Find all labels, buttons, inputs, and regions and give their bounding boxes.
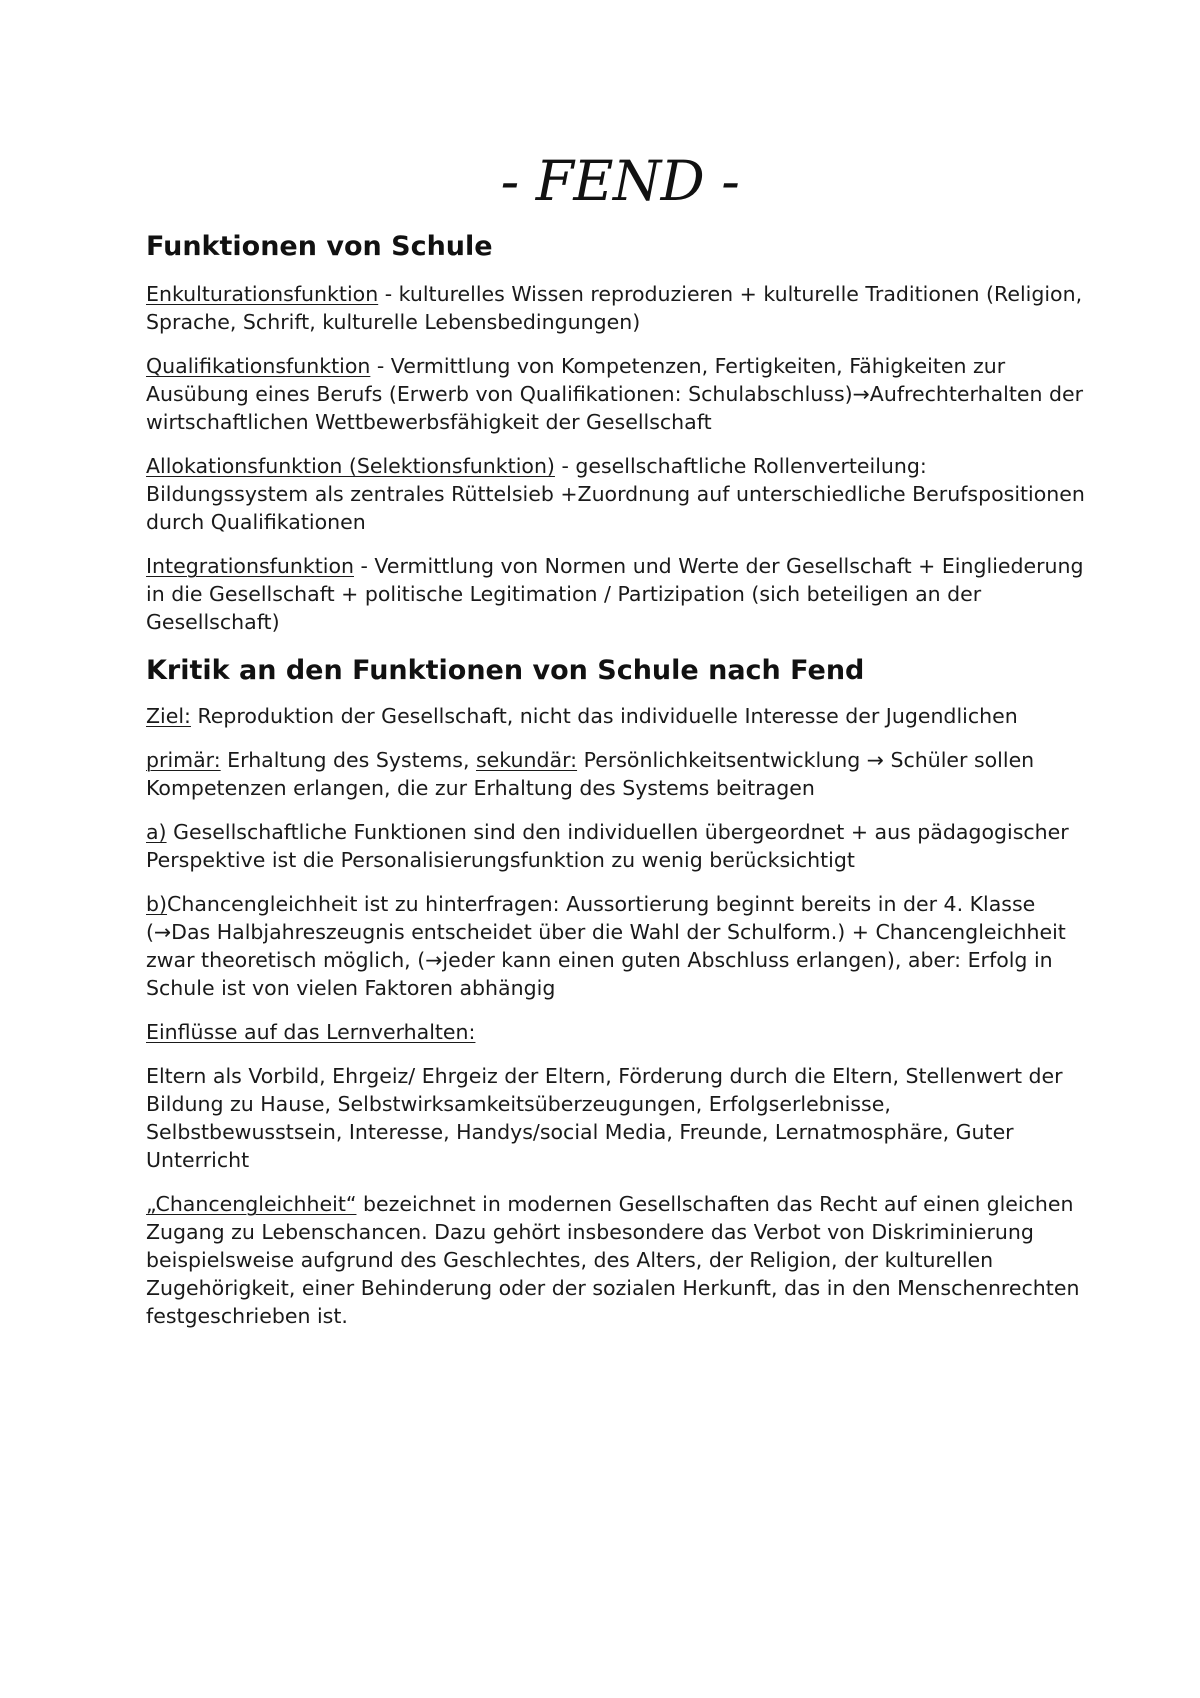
text-integration: - Vermittlung von Normen und Werte der Gesellschaft + Eingliederung in die Gesellschaft + politische Legitimation / Partizipation (sich beteiligen an der Gesellschaft) [146,554,1084,634]
term-a: a) [146,820,167,844]
text-primaer: Erhaltung des Systems, [220,748,476,772]
text-chancengleichheit: bezeichnet in modernen Gesellschaften das Recht auf einen gleichen Zugang zu Lebenschancen. Dazu gehört insbesondere das Verbot von Diskriminierung beispielsweise aufgrund des Geschlechtes, des Alters, der Religion, der kulturellen Zugehörigkeit, einer Behinderung oder der sozialen Herkunft, das in den Menschenrechten festgeschrieben ist. [146,1192,1080,1328]
section-heading-kritik: Kritik an den Funktionen von Schule nach Fend [146,655,865,686]
document-title: - FEND - [500,149,740,213]
paragraph-a [146,818,1086,874]
text-ziel: Reproduktion der Gesellschaft, nicht das individuelle Interesse der Jugendlichen [190,704,1018,728]
paragraph-einfluesse-text: Eltern als Vorbild, Ehrgeiz/ Ehrgeiz der Eltern, Förderung durch die Eltern, Stellenwert der Bildung zu Hause, Selbstwirksamkeitsüberzeugungen, Erfolgserlebnisse, Selbstbewusstsein, Interesse, Handys/social Media, Freunde, Lernatmosphäre, Guter Unterricht [146,1064,1063,1172]
term-integration: Integrationsfunktion [146,554,354,578]
term-ziel: Ziel: [146,704,191,728]
text-enkulturation: - kulturelles Wissen reproduzieren + kulturelle Traditionen (Religion, Sprache, Schrift, kulturelle Lebensbedingungen) [146,282,1083,334]
text-allokation: - gesellschaftliche Rollenverteilung: Bildungssystem als zentrales Rüttelsieb +Zuordnung auf unterschiedliche Berufspositionen durch Qualifikationen [146,454,1085,534]
paragraph-einfluesse-heading [146,1018,1086,1046]
term-sekundaer: sekundär: [475,748,578,772]
term-b: b) [146,892,168,916]
term-chancengleichheit: „Chancengleichheit“ [146,1192,357,1216]
paragraph-ziel [146,702,1086,730]
paragraph-enkulturation [146,280,1086,336]
document-body [146,230,1086,1346]
paragraph-integration [146,552,1086,636]
paragraph-chancengleichheit [146,1190,1086,1330]
einfluesse-heading: Einflüsse auf das Lernverhalten: [146,1020,476,1044]
text-a: Gesellschaftliche Funktionen sind den individuellen übergeordnet + aus pädagogischer Perspektive ist die Personalisierungsfunktion zu wenig berücksichtigt [146,820,1069,872]
term-enkulturation: Enkulturationsfunktion [146,282,379,306]
text-qualifikation: - Vermittlung von Kompetenzen, Fertigkeiten, Fähigkeiten zur Ausübung eines Berufs (Erwerb von Qualifikationen: Schulabschluss)→Aufrechterhalten der wirtschaftlichen Wettbewerbsfähigkeit der Gesellschaft [146,354,1084,434]
term-allokation: Allokationsfunktion (Selektionsfunktion) [146,454,555,478]
paragraph-primaer-sekundaer [146,746,1086,802]
paragraph-allokation [146,452,1086,536]
term-qualifikation: Qualifikationsfunktion [146,354,371,378]
paragraph-b [146,890,1086,1002]
section-heading-funktionen: Funktionen von Schule [146,231,493,262]
text-sekundaer: Persönlichkeitsentwicklung → Schüler sollen Kompetenzen erlangen, die zur Erhaltung des Systems beitragen [146,748,1035,800]
paragraph-qualifikation [146,352,1086,436]
term-primaer: primär: [146,748,221,772]
text-b: Chancengleichheit ist zu hinterfragen: Aussortierung beginnt bereits in der 4. Klasse (→Das Halbjahreszeugnis entscheidet über die Wahl der Schulform.) + Chancengleichheit zwar theoretisch möglich, (→jeder kann einen guten Abschluss erlangen), aber: Erfolg in Schule ist von vielen Faktoren abhängig [146,892,1066,1000]
